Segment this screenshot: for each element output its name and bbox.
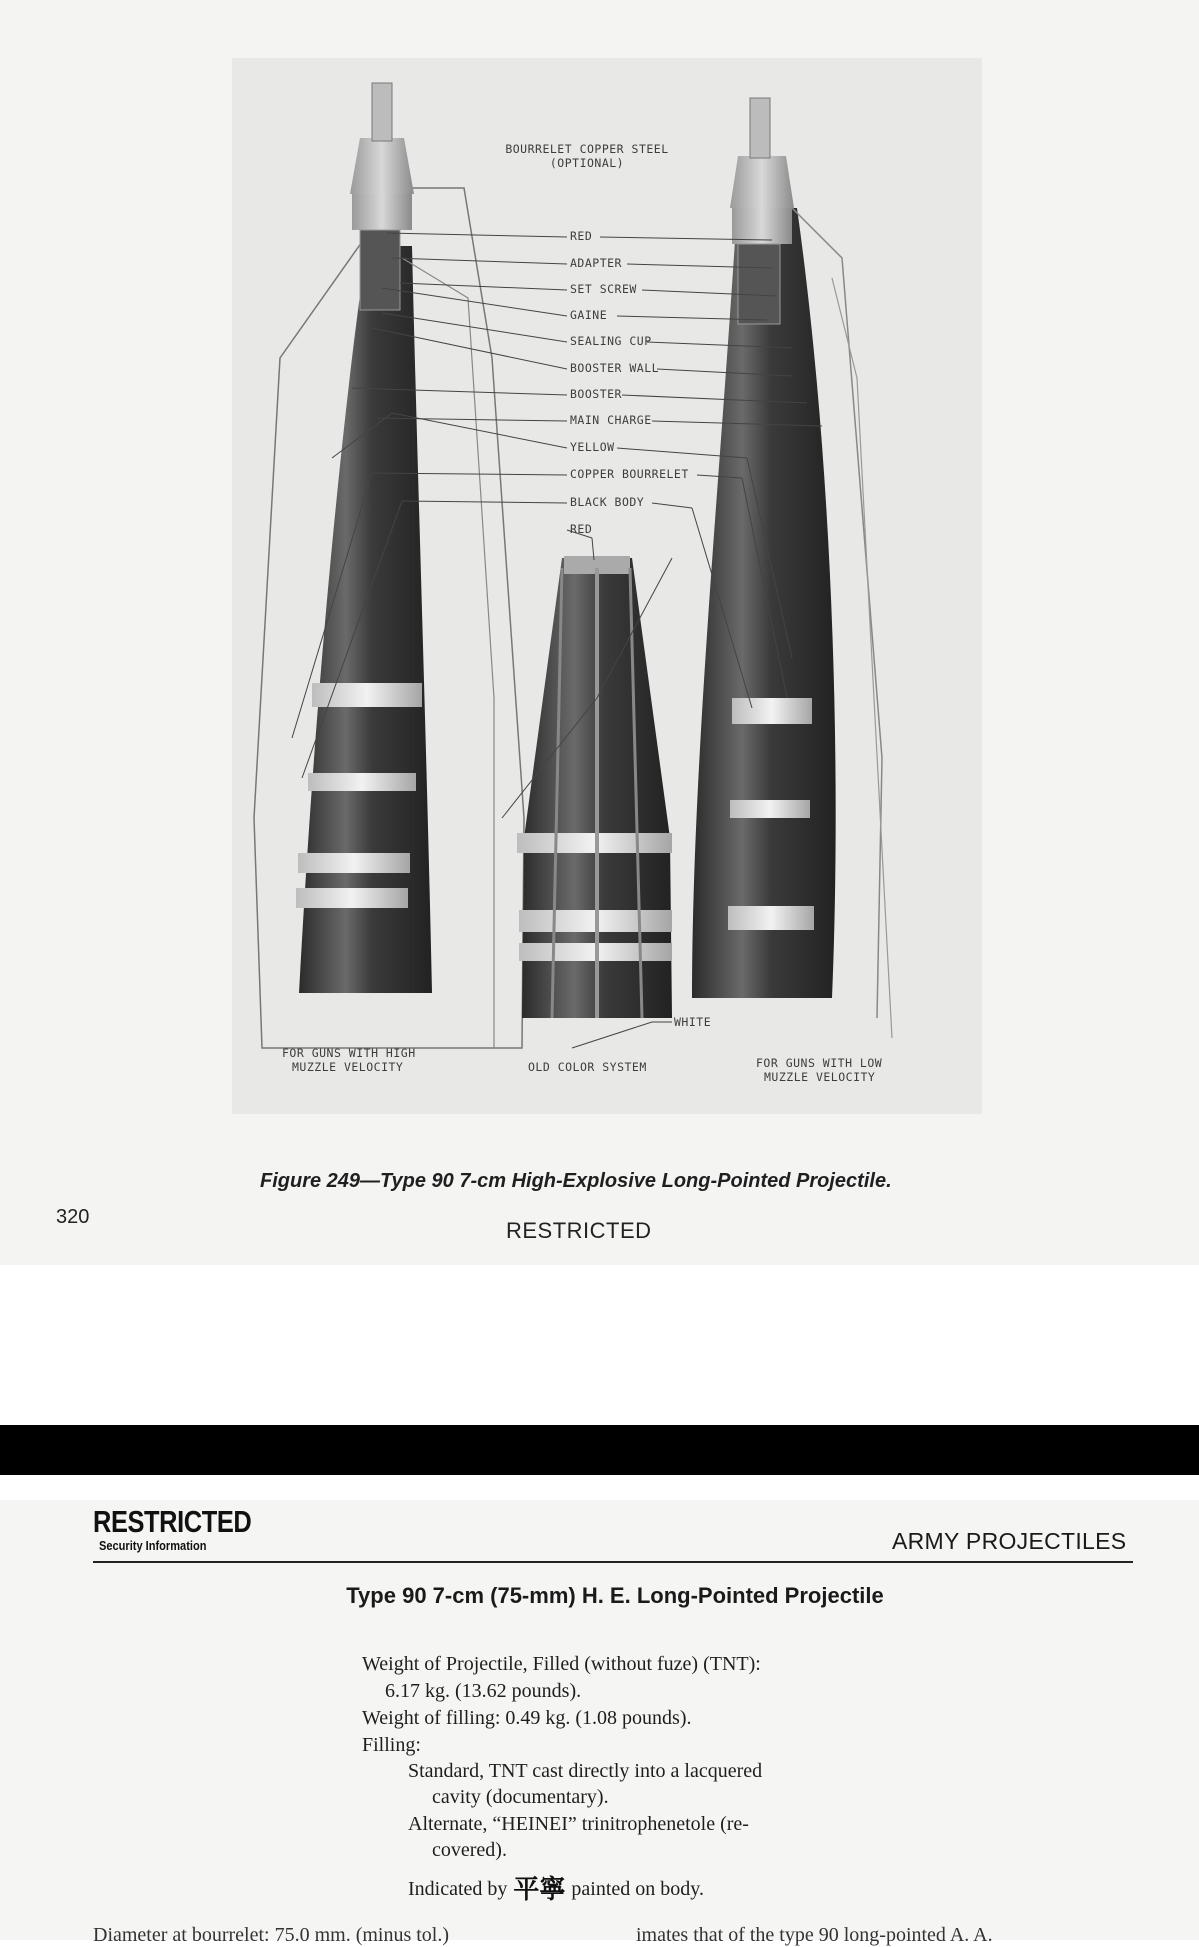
- callout-red-top: RED: [570, 229, 593, 243]
- label-line: (OPTIONAL): [549, 156, 625, 170]
- spec-standard-line2: cavity (documentary).: [432, 1786, 609, 1808]
- label-line: FOR GUNS WITH LOW: [756, 1056, 883, 1070]
- spec-standard-line1: Standard, TNT cast directly into a lacquered: [408, 1760, 763, 1782]
- caption-high-velocity: [282, 1046, 416, 1074]
- callout-copper-bourrelet: COPPER BOURRELET: [570, 467, 689, 481]
- cutoff-text-left: Diameter at bourrelet: 75.0 mm. (minus tol.): [93, 1924, 450, 1946]
- spec-weight-line2: 6.17 kg. (13.62 pounds).: [385, 1680, 582, 1702]
- projectile-figure: [232, 58, 982, 1114]
- spec-alternate-line1: Alternate, “HEINEI” trinitrophenetole (re-: [408, 1813, 749, 1835]
- callout-white: WHITE: [674, 1015, 712, 1029]
- indicated-prefix: Indicated by: [408, 1878, 508, 1900]
- callout-red-center: RED: [570, 522, 593, 536]
- spec-weight-line1: Weight of Projectile, Filled (without fuze) (TNT):: [362, 1653, 761, 1675]
- label-line: MUZZLE VELOCITY: [292, 1060, 404, 1074]
- caption-old-color-system: OLD COLOR SYSTEM: [528, 1060, 647, 1074]
- callout-sealing-cup: SEALING CUP: [570, 334, 652, 348]
- left-projectile: [232, 83, 524, 1058]
- label-line: BOURRELET COPPER STEEL: [505, 142, 669, 156]
- spec-indicated: [408, 1876, 704, 1903]
- callout-main-charge: MAIN CHARGE: [570, 413, 652, 427]
- header-security-information: Security Information: [99, 1538, 207, 1553]
- spec-filling-weight: Weight of filling: 0.49 kg. (1.08 pounds).: [362, 1707, 692, 1729]
- callout-yellow: YELLOW: [570, 440, 615, 454]
- indicated-suffix: painted on body.: [571, 1878, 704, 1900]
- page-number: 320: [56, 1206, 90, 1228]
- figure-caption: Figure 249—Type 90 7-cm High-Explosive Long-Pointed Projectile.: [260, 1170, 892, 1192]
- spec-filling-heading: Filling:: [362, 1734, 421, 1756]
- label-line: MUZZLE VELOCITY: [764, 1070, 876, 1084]
- caption-low-velocity: [756, 1056, 882, 1084]
- header-restricted-marking: RESTRICTED: [93, 1504, 252, 1539]
- spec-alternate-line2: covered).: [432, 1839, 507, 1861]
- callout-booster-wall: BOOSTER WALL: [570, 361, 660, 375]
- heinei-character-mark: 平寧: [513, 1875, 566, 1905]
- header-rule: [93, 1561, 1133, 1563]
- center-projectile: [517, 556, 672, 1018]
- page-gap-divider: [0, 1425, 1199, 1475]
- footer-restricted-marking: RESTRICTED: [506, 1218, 652, 1243]
- callout-adapter: ADAPTER: [570, 256, 622, 270]
- label-line: FOR GUNS WITH HIGH: [282, 1046, 416, 1060]
- header-section-title: ARMY PROJECTILES: [892, 1528, 1127, 1554]
- label-bourrelet-steel: [487, 142, 687, 170]
- cutoff-text-right: imates that of the type 90 long-pointed A. A.: [636, 1924, 993, 1946]
- projectile-drawing: [232, 58, 982, 1114]
- article-title: Type 90 7-cm (75-mm) H. E. Long-Pointed Projectile: [346, 1583, 884, 1608]
- callout-black-body: BLACK BODY: [570, 495, 645, 509]
- callout-gaine: GAINE: [570, 308, 608, 322]
- callout-set-screw: SET SCREW: [570, 282, 637, 296]
- callout-booster: BOOSTER: [570, 387, 622, 401]
